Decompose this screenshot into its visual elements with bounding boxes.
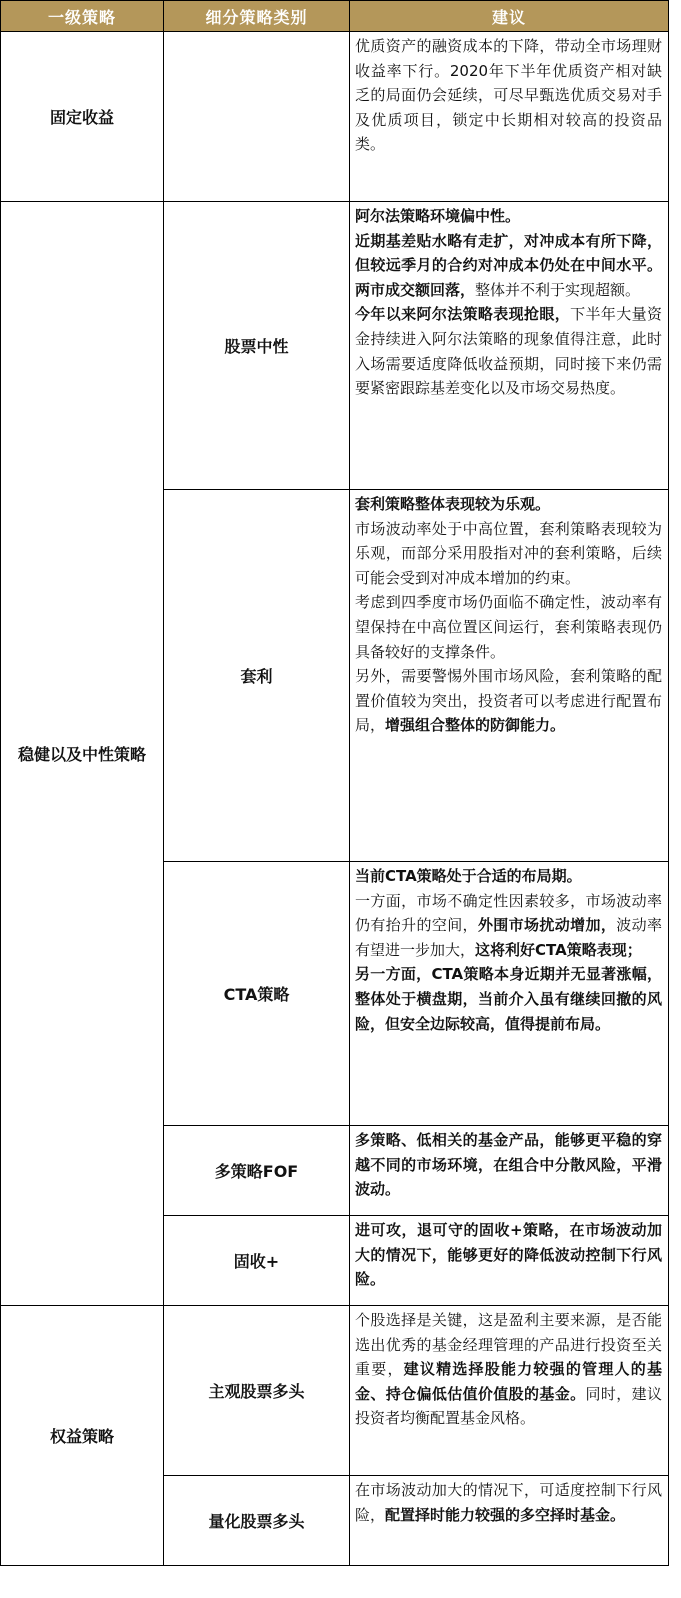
advice-paragraph [355,34,662,157]
advice-emphasis: 外围市场扰动增加， [477,916,617,935]
sub-strategy-cell: 股票中性 [164,202,350,490]
advice-emphasis: 近期基差贴水略有走扩，对冲成本有所下降，但较远季月的合约对冲成本仍处在中间水平。两市成交额回落， [355,231,662,299]
sub-strategy-cell: CTA策略 [164,862,350,1126]
advice-text: 波动率有望进一步加大， [355,916,662,959]
advice-paragraph [355,492,662,517]
sub-strategy-cell: 多策略FOF [164,1126,350,1216]
advice-text: 考虑到四季度市场仍面临不确定性，波动率有望保持在中高位置区间运行，套利策略表现仍具备较好的支撑条件。 [355,593,662,661]
advice-emphasis: 这将利好CTA策略表现； [475,940,642,959]
advice-emphasis: 另一方面，CTA策略本身近期并无显著涨幅，整体处于横盘期，当前介入虽有继续回撤的风险，但安全边际较高，值得提前布局。 [355,965,662,1033]
advice-paragraph [355,1308,662,1431]
sub-strategy-cell: 固收+ [164,1216,350,1306]
advice-emphasis: 建议精选择股能力较强的管理人的基金、持仓偏低估值价值股的基金。 [355,1360,662,1403]
advice-paragraph [355,1128,662,1202]
advice-text: 市场波动率处于中高位置，套利策略表现较为乐观，而部分采用股指对冲的套利策略，后续可能会受到对冲成本增加的约束。 [355,519,662,587]
sub-strategy-cell [164,32,350,202]
advice-paragraph [355,517,662,591]
primary-strategy-cell: 稳健以及中性策略 [1,202,164,1306]
advice-paragraph [355,864,662,889]
advice-text: 整体并不利于实现超额。 [475,280,641,299]
advice-paragraph [355,1218,662,1292]
advice-emphasis: 多策略、低相关的基金产品，能够更平稳的穿越不同的市场环境，在组合中分散风险，平滑波动。 [355,1131,662,1199]
sub-strategy-cell: 主观股票多头 [164,1306,350,1476]
advice-cell [350,1126,669,1216]
advice-cell [350,862,669,1126]
sub-strategy-cell: 量化股票多头 [164,1476,350,1566]
advice-paragraph [355,204,662,229]
advice-text: 下半年大量资金持续进入阿尔法策略的现象值得注意，此时入场需要适度降低收益预期，同时接下来仍需要紧密跟踪基差变化以及市场交易热度。 [355,305,662,398]
advice-emphasis: 配置择时能力较强的多空择时基金。 [385,1505,626,1524]
advice-cell [350,1216,669,1306]
advice-emphasis: 阿尔法策略环境偏中性。 [355,207,521,225]
advice-cell [350,1306,669,1476]
advice-text: 同时，建议投资者均衡配置基金风格。 [355,1384,662,1428]
advice-paragraph [355,302,662,400]
advice-paragraph [355,962,662,1036]
advice-cell [350,490,669,862]
advice-cell [350,1476,669,1566]
sub-strategy-cell: 套利 [164,490,350,862]
header-row [1,1,669,32]
advice-text: 优质资产的融资成本的下降，带动全市场理财收益率下行。2020年下半年优质资产相对缺乏的局面仍会延续，可尽早甄选优质交易对手及优质项目，锁定中长期相对较高的投资品类。 [355,37,662,154]
advice-paragraph [355,664,662,738]
advice-emphasis: 今年以来阿尔法策略表现抢眼， [355,305,571,324]
header-sub-strategy: 细分策略类别 [164,1,350,32]
advice-cell [350,202,669,490]
advice-emphasis: 增强组合整体的防御能力。 [385,716,566,735]
advice-text: 在市场波动加大的情况下，可适度控制下行风险， [355,1481,662,1524]
header-advice: 建议 [350,1,669,32]
advice-emphasis: 当前CTA策略处于合适的布局期。 [355,867,582,885]
table-row [1,32,669,202]
primary-strategy-cell: 固定收益 [1,32,164,202]
primary-strategy-cell: 权益策略 [1,1306,164,1566]
table-row [1,202,669,490]
advice-paragraph [355,229,662,303]
advice-text: 另外，需要警惕外围市场风险，套利策略的配置价值较为突出，投资者可以考虑进行配置布局， [355,667,662,735]
advice-paragraph [355,590,662,664]
advice-text: 一方面，市场不确定性因素较多，市场波动率仍有抬升的空间， [355,891,662,935]
advice-text: 个股选择是关键，这是盈利主要来源，是否能选出优秀的基金经理管理的产品进行投资至关重要， [355,1311,662,1379]
table-row [1,1306,669,1476]
advice-cell [350,32,669,202]
header-primary-strategy: 一级策略 [1,1,164,32]
advice-paragraph [355,1478,662,1527]
advice-paragraph [355,889,662,963]
advice-emphasis: 进可攻，退可守的固收+策略，在市场波动加大的情况下，能够更好的降低波动控制下行风险。 [355,1221,662,1289]
advice-emphasis: 套利策略整体表现较为乐观。 [355,495,551,513]
